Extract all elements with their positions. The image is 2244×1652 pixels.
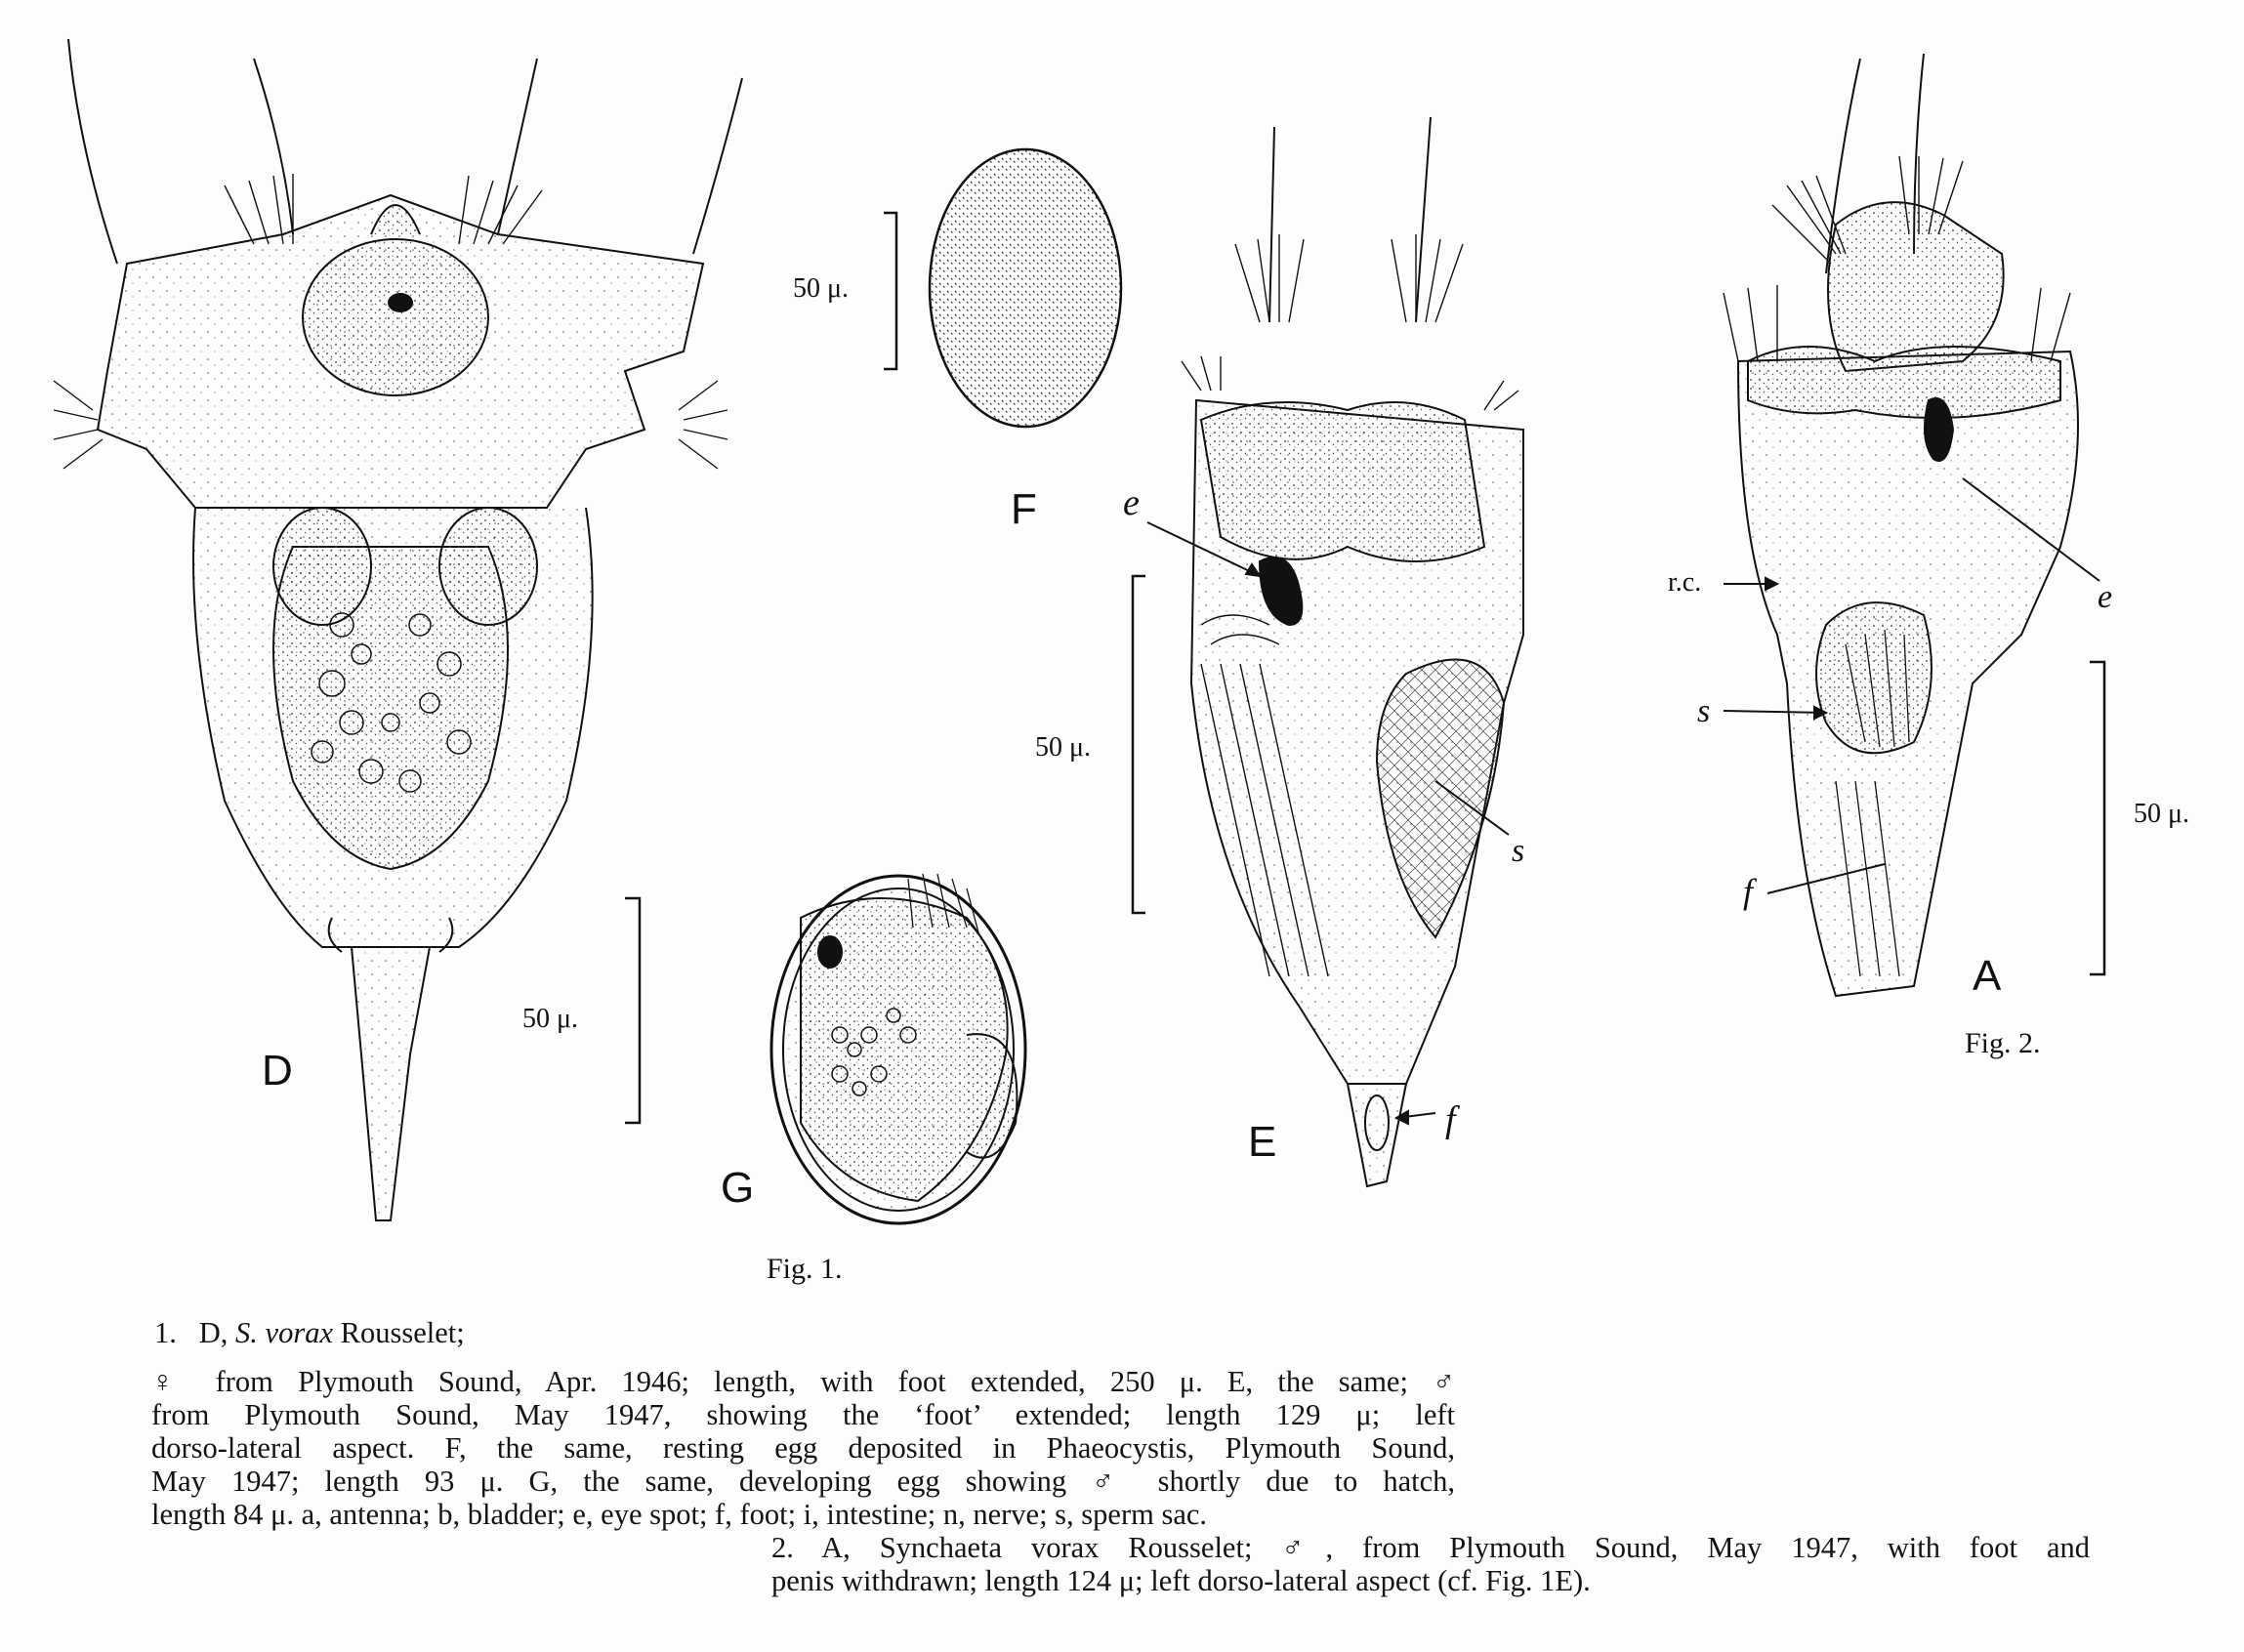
caption-1-body: [151, 1365, 1455, 1531]
scale-label-f: 50 μ.: [793, 273, 850, 304]
scale-bar-a: [2090, 662, 2104, 974]
caption-2-line: 2. A, Synchaeta vorax Rousselet; ♂, from Plymouth Sound, May 1947, with foot and: [771, 1531, 2090, 1564]
caption-1-line: length 84 μ. a, antenna; b, bladder; e, eye spot; f, foot; i, intestine; n, nerve; s, sperm sac.: [151, 1498, 1208, 1531]
part-label-e-fig2: e: [2098, 579, 2113, 615]
scale-bar-e: [1133, 576, 1145, 913]
fig2-caption: Fig. 2.: [1965, 1027, 2041, 1059]
scale-label-e: 50 μ.: [1035, 732, 1092, 763]
figure-label-g: G: [721, 1164, 755, 1212]
fig1-caption: Fig. 1.: [767, 1253, 843, 1285]
caption-2-line: penis withdrawn; length 124 μ; left dorso-lateral aspect (cf. Fig. 1E).: [771, 1564, 1591, 1597]
caption-1-heading: 1. D, S. vorax Rousselet;: [154, 1316, 465, 1349]
caption-1-line: ♀ from Plymouth Sound, Apr. 1946; length, with foot extended, 250 μ. E, the same; ♂: [151, 1365, 1455, 1398]
figure-label-a: A: [1973, 952, 2002, 1000]
part-label-rc-fig2: r.c.: [1668, 567, 1702, 598]
scale-bar-d: [625, 898, 640, 1123]
scale-bar-f: [884, 213, 896, 369]
caption-1-line: from Plymouth Sound, May 1947, showing the ‘foot’ extended; length 129 μ; left: [151, 1398, 1455, 1431]
figure-label-e: E: [1248, 1118, 1277, 1166]
part-label-f-fig2: f: [1743, 872, 1754, 911]
caption-1-line: May 1947; length 93 μ. G, the same, developing egg showing ♂ shortly due to hatch,: [151, 1465, 1455, 1498]
part-label-f-fig1: f: [1445, 1099, 1456, 1140]
specimen-g-drawing: [771, 874, 1025, 1223]
figure-label-d: D: [262, 1047, 293, 1094]
caption-1-line: dorso-lateral aspect. F, the same, resting egg deposited in Phaeocystis, Plymouth Sound,: [151, 1431, 1455, 1465]
figure-label-f: F: [1011, 485, 1037, 533]
caption-2-body: [771, 1531, 2090, 1597]
part-label-s-fig2: s: [1697, 693, 1711, 729]
scale-label-a: 50 μ.: [2134, 799, 2190, 829]
specimen-e-drawing: [1182, 117, 1523, 1186]
part-label-s-fig1: s: [1512, 833, 1525, 869]
specimen-f-drawing: [930, 149, 1121, 427]
part-label-e-fig1: e: [1123, 482, 1140, 523]
scale-label-d: 50 μ.: [522, 1004, 579, 1034]
